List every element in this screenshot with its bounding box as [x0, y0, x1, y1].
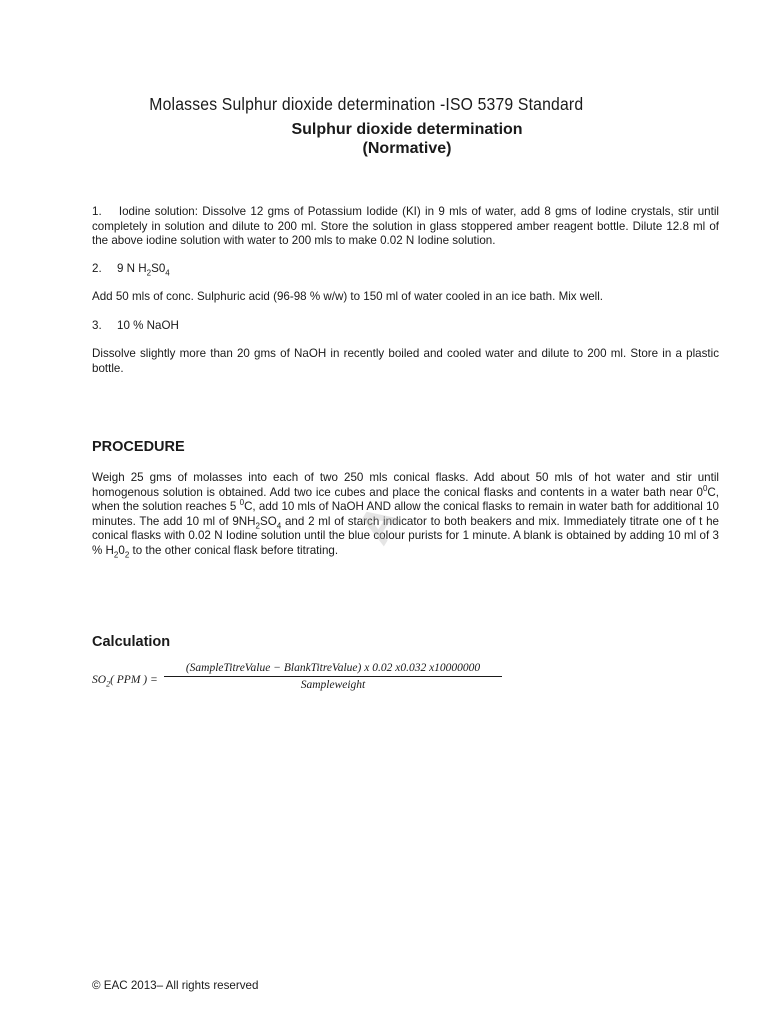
copyright-footer: © EAC 2013– All rights reserved — [92, 979, 259, 992]
watermark: A — [347, 495, 411, 554]
procedure-heading: PROCEDURE — [92, 439, 185, 455]
reagent-3-label: 3. 10 % NaOH — [92, 319, 179, 332]
procedure-paragraph: Weigh 25 gms of molasses into each of two 250 mls conical flasks. Add about 50 mls of hot water and stir until homogenous solution is obtained. Add two ice cubes and place the conical flasks and contents in a water bath near $0^0C$, when the solution reaches 5 $^0$C, add 10 mls of NaOH AND allow the conical flasks to remain in water bath for additional 10 minutes. The add 10 ml of $9NH_2SO_4$ and 2 ml of starch indicator to both beakers and mix. Immediately titrate one of t he conical flasks with 0.02 N Iodine solution until the blue colour purists for 1 minute. A blank is obtained by adding 10 ml of 3 % $H_20_2$ to the other conical flask before titrating. — [92, 471, 719, 560]
document-subtitle: (Normative) — [362, 140, 452, 157]
reagent-3-text: Dissolve slightly more than 20 gms of NaOH in recently boiled and cooled water and dilute to 200 ml. Store in a plastic bottle. — [92, 347, 719, 375]
document-header: Molasses Sulphur dioxide determination -ISO 5379 Standard — [149, 94, 584, 114]
reagent-1-number: 1. — [92, 205, 102, 218]
formula-denominator: Sampleweight — [300, 679, 366, 691]
reagent-2-text: Add 50 mls of conc. Sulphuric acid (96-98 % w/w) to 150 ml of water cooled in an ice bath. Mix well. — [92, 290, 604, 303]
reagent-1-text: Iodine solution: Dissolve 12 gms of Potassium Iodide (KI) in 9 mls of water, add 8 gms of Iodine crystals, stir until completely in solution and dilute to 200 ml. Store the solution in glass stoppered amber reagent bottle. Dilute 12.8 ml of the above iodine solution with water to 200 mls to make 0.02 N Iodine solution. — [92, 205, 719, 248]
reagent-3-number: 3. — [92, 319, 102, 332]
formula-numerator: (SampleTitreValue − BlankTitreValue) x 0.02 x0.032 x10000000 — [164, 662, 502, 677]
formula-fraction — [164, 662, 502, 691]
reagent-1-paragraph — [92, 205, 719, 249]
reagent-2-label: 2. 9 N $H_2S0_4$ — [92, 262, 170, 278]
document-title: Sulphur dioxide determination — [291, 121, 523, 138]
formula-lhs: $SO_2$( PPM ) = — [92, 674, 158, 689]
calculation-heading: Calculation — [92, 634, 171, 650]
reagent-2-number: 2. — [92, 262, 102, 275]
